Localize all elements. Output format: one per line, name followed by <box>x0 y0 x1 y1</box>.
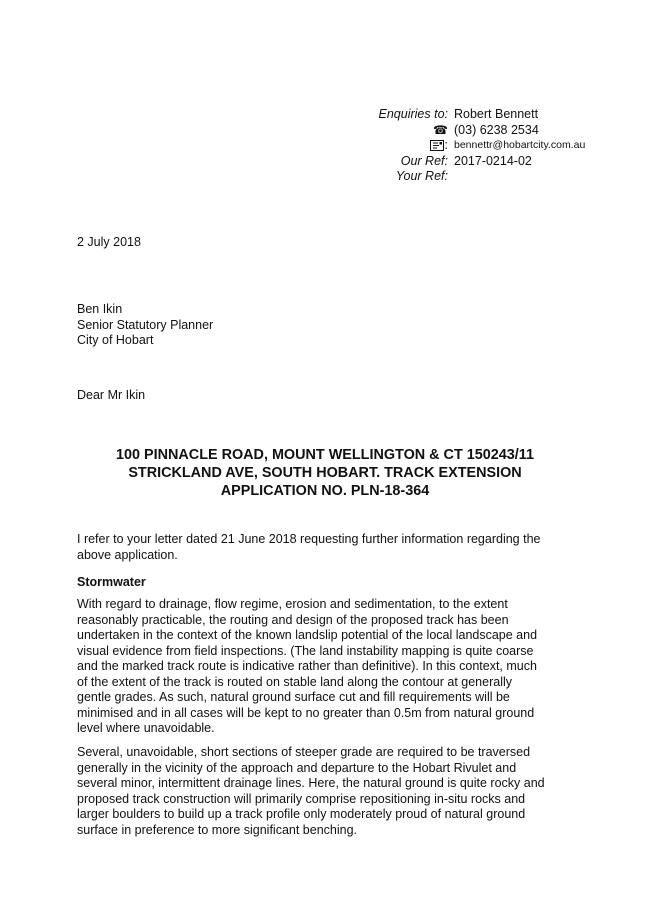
stormwater-heading: Stormwater <box>77 575 146 589</box>
salutation: Dear Mr Ikin <box>77 388 146 402</box>
text-line: minimised and in all cases will be kept to no greater than 0.5m from natural ground <box>77 705 535 720</box>
heading-line: 100 PINNACLE ROAD, MOUNT WELLINGTON & CT 150243/11 <box>116 447 534 463</box>
text-line: undertaken in the context of the known landslip potential of the local landscape and <box>77 628 538 642</box>
text-line: generally in the vicinity of the approach and departure to the Hobart Rivulet and <box>77 760 517 775</box>
text-line: of the extent of the track is routed on stable land along the contour at generally <box>77 674 513 689</box>
email-icon <box>430 138 448 154</box>
text-line: With regard to drainage, flow regime, erosion and sedimentation, to the extent <box>77 597 508 611</box>
text-line: I refer to your letter dated 21 June 2018 requesting further information regarding the <box>77 532 541 546</box>
heading-line: APPLICATION NO. PLN-18-364 <box>220 483 430 499</box>
enquiries-block <box>300 107 600 185</box>
contact-name: Robert Bennett <box>454 107 539 121</box>
text-line: level where unavoidable. <box>77 721 215 735</box>
paragraph-one <box>77 597 572 737</box>
enquiries-row <box>300 107 600 123</box>
letter-date: 2 July 2018 <box>77 235 141 249</box>
your-ref-label: Your Ref: <box>395 169 448 183</box>
text-line: surface in preference to more significant benching. <box>77 822 358 837</box>
our-ref-label: Our Ref: <box>400 153 448 168</box>
letter-heading <box>60 446 590 500</box>
text-line: gentle grades. As such, natural ground surface cut and fill requirements will be <box>77 690 510 704</box>
text-line: and the marked track route is indicative rather than definitive). In this context, much <box>77 659 537 673</box>
text-line: larger boulders to build up a track profile only moderately proud of natural ground <box>77 807 526 821</box>
heading-line: STRICKLAND AVE, SOUTH HOBART. TRACK EXTENSION <box>128 465 522 481</box>
phone-icon: ☎ <box>433 122 448 137</box>
text-line: visual evidence from field inspections. (The land instability mapping is quite coarse <box>77 643 534 658</box>
our-ref-value: 2017-0214-02 <box>454 153 532 168</box>
text-line: above application. <box>77 547 178 562</box>
intro-paragraph <box>77 532 572 563</box>
our-ref-row <box>300 154 600 170</box>
enquiries-label: Enquiries to: <box>378 107 448 121</box>
your-ref-row <box>300 169 600 185</box>
text-line: Several, unavoidable, short sections of steeper grade are required to be traversed <box>77 745 531 759</box>
text-line: several minor, intermittent drainage lines. Here, the natural ground is quite rocky and <box>77 776 545 790</box>
paragraph-two <box>77 745 572 838</box>
contact-phone: (03) 6238 2534 <box>454 122 539 137</box>
addressee-name: Ben Ikin <box>77 302 123 316</box>
text-line: proposed track construction will primarily comprise repositioning in-situ rocks and <box>77 791 526 806</box>
email-row <box>300 138 600 154</box>
phone-row <box>300 123 600 139</box>
email-colon: : <box>444 138 448 152</box>
text-line: reasonably practicable, the routing and design of the proposed track has been <box>77 612 509 627</box>
contact-email[interactable]: bennettr@hobartcity.com.au <box>454 139 586 151</box>
addressee-organisation: City of Hobart <box>77 333 154 347</box>
addressee-block <box>77 302 213 349</box>
addressee-title: Senior Statutory Planner <box>77 317 214 332</box>
